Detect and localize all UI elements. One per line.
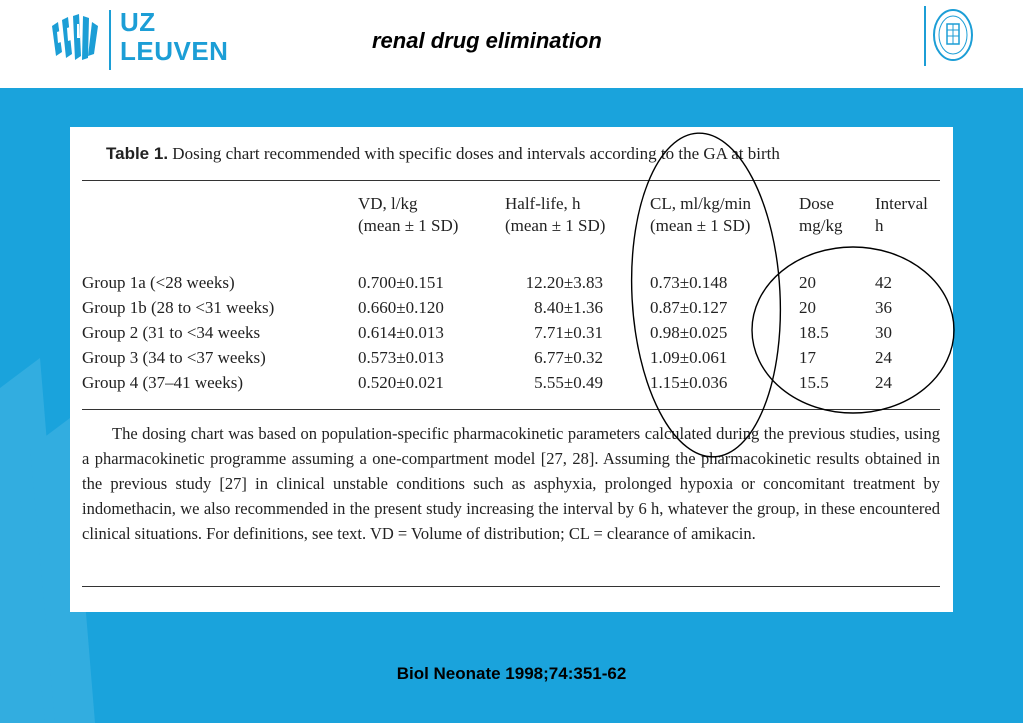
table-cell-cl: 0.98±0.025 [650,323,728,342]
column-header-line: Interval [875,194,928,213]
column-header-cl [650,193,751,237]
table-cell-cl: 1.15±0.036 [650,373,728,392]
seal-divider [924,6,926,66]
table-cell-half-life: 5.55±0.49 [534,373,603,392]
table-title-label: Table 1. [106,144,169,163]
vd-column [358,270,444,395]
table-cell-interval: 42 [875,273,892,292]
half-life-column [503,270,603,395]
uz-leuven-emblem-icon [48,12,104,68]
column-header-line: Dose [799,194,834,213]
table-cell-vd: 0.573±0.013 [358,348,444,367]
table-bottom-rule [82,409,940,410]
table-cell-dose: 20 [799,298,816,317]
dose-column [799,270,829,395]
university-seal-icon [930,6,976,64]
column-header-line: CL, ml/kg/min [650,194,752,213]
table-panel [70,127,953,612]
table-cell-dose: 17 [799,348,816,367]
table-cell-cl: 1.09±0.061 [650,348,728,367]
slide-header [0,0,1023,88]
column-header-interval [875,193,928,237]
table-cell-interval: 30 [875,323,892,342]
table-cell-interval: 36 [875,298,892,317]
table-title [106,144,780,164]
table-title-text: Dosing chart recommended with specific doses and intervals according to the GA at birth [168,144,780,163]
table-top-rule [82,180,940,181]
table-cell-half-life: 7.71±0.31 [534,323,603,342]
table-cell-dose: 20 [799,273,816,292]
table-row-group: Group 1a (<28 weeks) [82,273,235,292]
logo-line-uz: UZ [120,7,156,37]
column-header-half-life [505,193,605,237]
logo-line-leuven: LEUVEN [120,36,229,66]
group-column [82,270,274,395]
column-header-line: Half-life, h [505,194,581,213]
slide-title: renal drug elimination [372,28,602,53]
table-footnote [82,421,940,546]
table-row-group: Group 1b (28 to <31 weeks) [82,298,275,317]
panel-bottom-rule [82,586,940,587]
table-cell-vd: 0.520±0.021 [358,373,444,392]
table-cell-cl: 0.73±0.148 [650,273,728,292]
citation: Biol Neonate 1998;74:351-62 [396,664,627,683]
column-header-line: VD, l/kg [358,194,418,213]
table-row-group: Group 4 (37–41 weeks) [82,373,243,392]
cl-column [650,270,727,395]
table-cell-dose: 18.5 [799,323,829,342]
column-header-line: mg/kg [799,216,843,235]
table-cell-interval: 24 [875,348,892,367]
interval-column [875,270,892,395]
table-cell-dose: 15.5 [799,373,829,392]
logo-divider [109,10,111,70]
table-cell-half-life: 6.77±0.32 [534,348,603,367]
column-header-dose [799,193,842,237]
column-header-line: (mean ± 1 SD) [650,216,751,235]
table-row-group: Group 2 (31 to <34 weeks [82,323,261,342]
table-cell-cl: 0.87±0.127 [650,298,728,317]
table-cell-vd: 0.614±0.013 [358,323,444,342]
footnote-text: The dosing chart was based on population-specific pharmacokinetic parameters calculated during the previous studies, using a pharmacokinetic programme assuming a one-compartment model [27, 28]. Assuming the pharmacokinetic results obtained in the previous study [27] in clinical unstable conditions such as asphyxia, prolonged hypoxia or concomitant treatment by indomethacin, we also recommended in the present study increasing the interval by 6 h, whatever the group, in these encountered clinical situations. For definitions, see text. VD = Volume of distribution; CL = clearance of amikacin. [82,424,940,543]
table-cell-interval: 24 [875,373,892,392]
column-header-line: (mean ± 1 SD) [358,216,459,235]
logo-wordmark [120,8,228,66]
table-cell-vd: 0.660±0.120 [358,298,444,317]
column-header-line: h [875,216,884,235]
column-header-line: (mean ± 1 SD) [505,216,606,235]
uz-leuven-logo [48,8,248,70]
table-cell-half-life: 8.40±1.36 [534,298,603,317]
table-cell-vd: 0.700±0.151 [358,273,444,292]
table-cell-half-life: 12.20±3.83 [525,273,603,292]
table-row-group: Group 3 (34 to <37 weeks) [82,348,266,367]
column-header-vd [358,193,458,237]
